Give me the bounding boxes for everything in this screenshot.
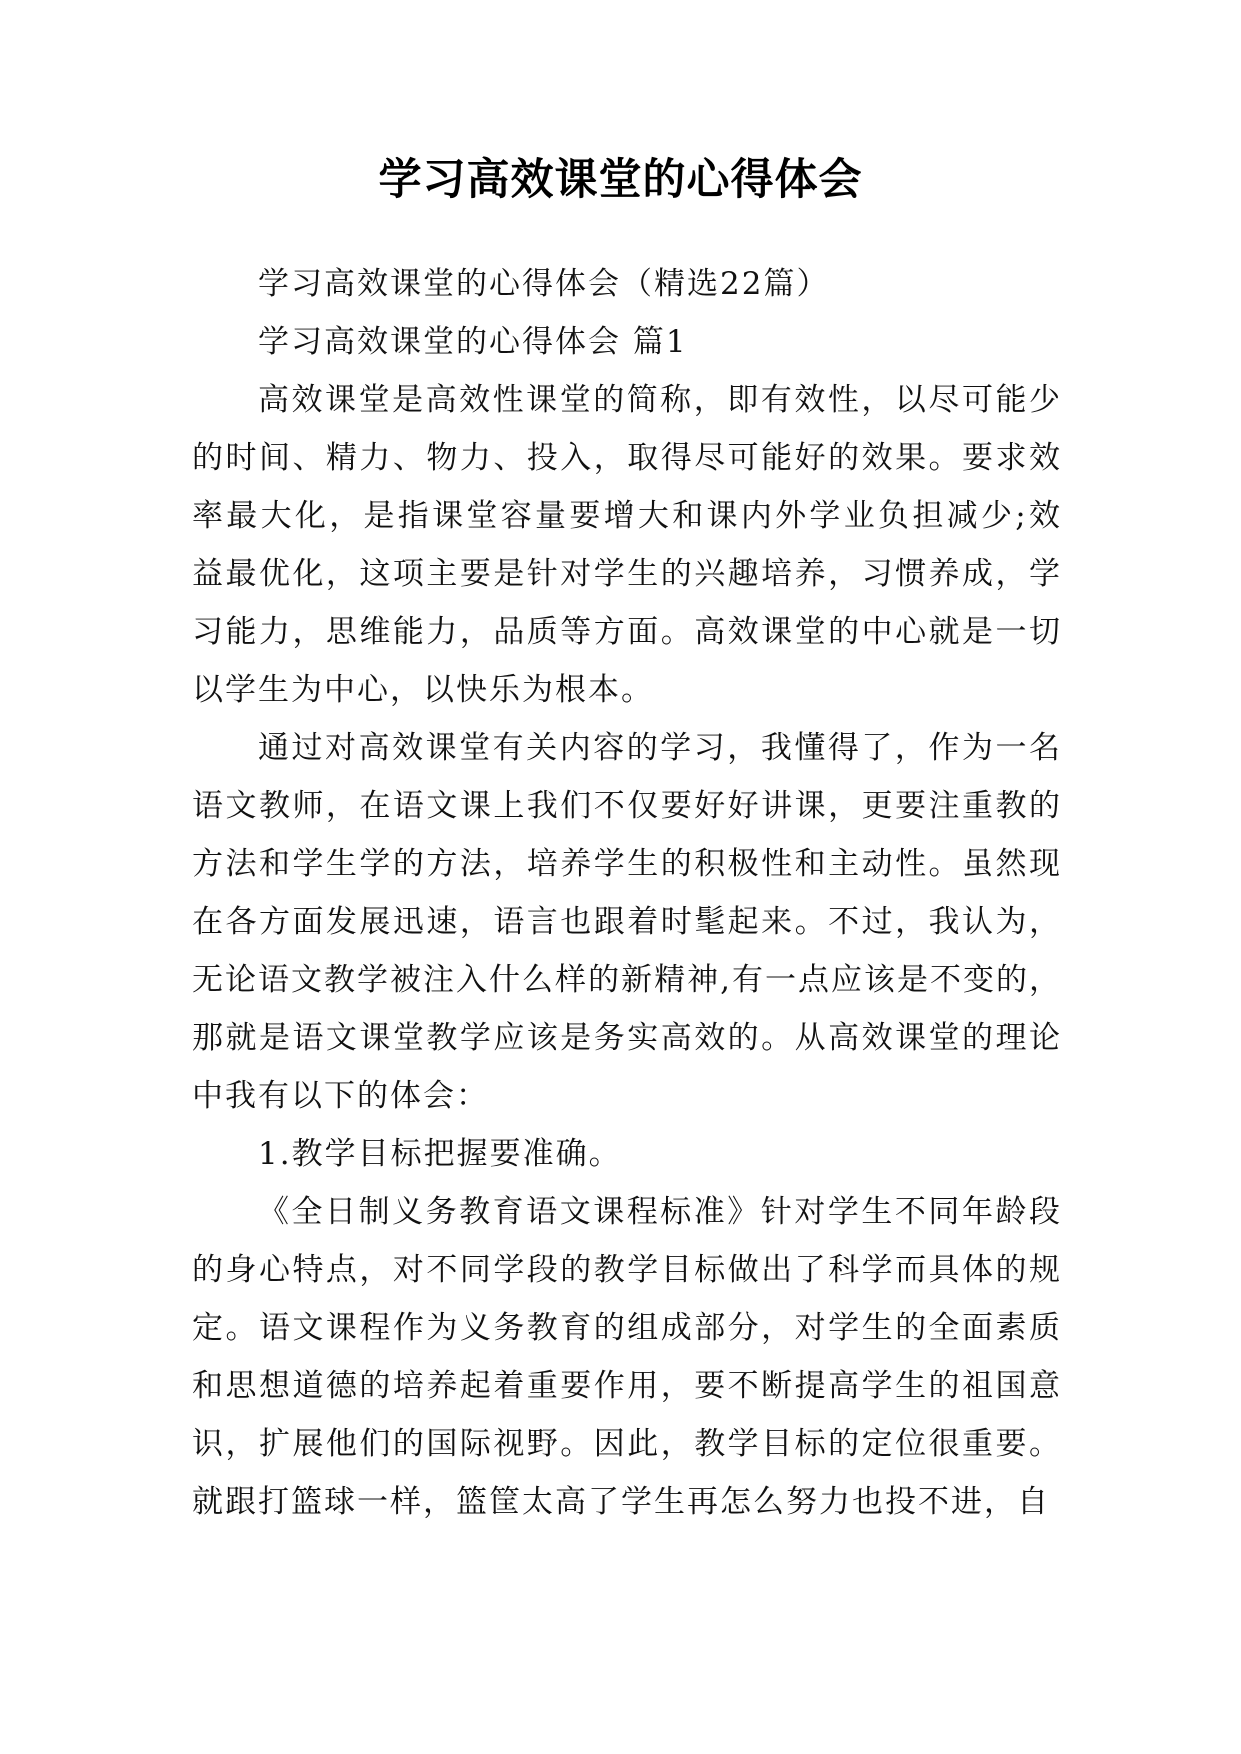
body-paragraph: 《全日制义务教育语文课程标准》针对学生不同年龄段的身心特点，对不同学段的教学目标做出了科学而具体的规定。语文课程作为义务教育的组成部分，对学生的全面素质和思想道德的培养起着重要作用，要不断提高学生的祖国意识，扩展他们的国际视野。因此，教学目标的定位很重要。就跟打篮球一样，篮筐太高了学生再怎么努力也投不进，自 [192, 1194, 1062, 1520]
document-body [192, 255, 1062, 1531]
body-paragraph: 高效课堂是高效性课堂的简称，即有效性，以尽可能少的时间、精力、物力、投入，取得尽可能好的效果。要求效率最大化，是指课堂容量要增大和课内外学业负担减少;效益最优化，这项主要是针对学生的兴趣培养，习惯养成，学习能力，思维能力，品质等方面。高效课堂的中心就是一切以学生为中心，以快乐为根本。 [192, 382, 1062, 708]
numbered-point: 1.教学目标把握要准确。 [258, 1136, 622, 1172]
collection-heading: 学习高效课堂的心得体会（精选22篇） [258, 266, 830, 302]
body-paragraph: 通过对高效课堂有关内容的学习，我懂得了，作为一名语文教师，在语文课上我们不仅要好好讲课，更要注重教的方法和学生学的方法，培养学生的积极性和主动性。虽然现在各方面发展迅速，语言也跟着时髦起来。不过，我认为，无论语文教学被注入什么样的新精神,有一点应该是不变的，那就是语文课堂教学应该是务实高效的。从高效课堂的理论中我有以下的体会： [192, 730, 1062, 1114]
section-heading: 学习高效课堂的心得体会 篇1 [258, 324, 688, 360]
document-title: 学习高效课堂的心得体会 [378, 155, 863, 205]
